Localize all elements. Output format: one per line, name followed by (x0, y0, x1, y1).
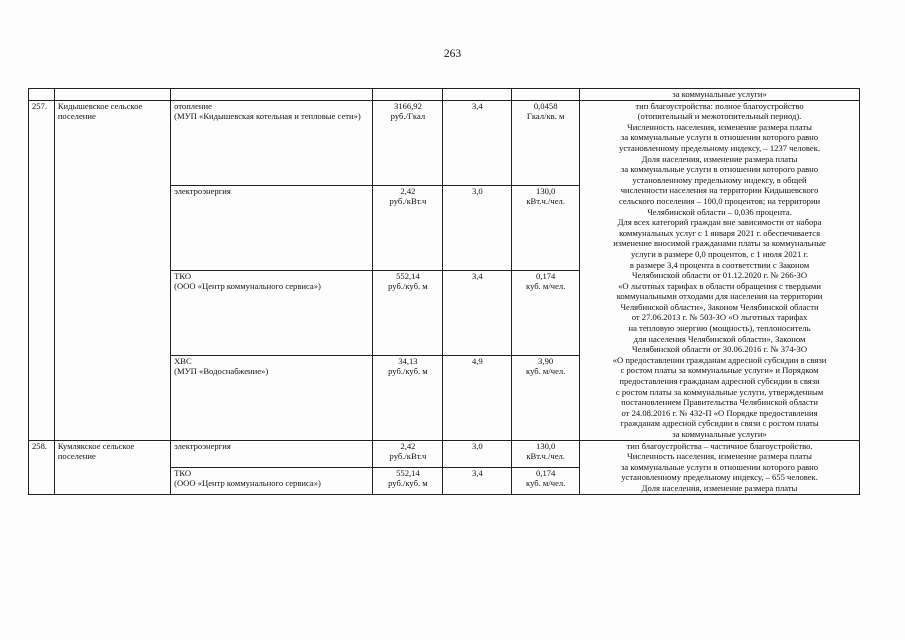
index-value: 3,4 (443, 270, 512, 355)
table-row (29, 100, 860, 185)
settlement-name: Кидышевское сельское поселение (54, 100, 170, 440)
service-name: ХВС (МУП «Водоснабжение») (171, 355, 373, 440)
note-line: за коммунальные услуги в отношении которого равно (620, 132, 819, 143)
page-number: 263 (443, 48, 462, 60)
note-line: Челябинской области от 01.12.2020 г. № 266-ЗО (632, 270, 808, 281)
note-line: Доля населения, изменение размера платы (641, 153, 798, 164)
note-line: от 24.08.2016 г. № 432-П «О Порядке предоставления (621, 407, 818, 418)
note-line: Доля населения, изменение размера платы (641, 482, 798, 493)
note-line: с ростом платы за коммунальные услуги» и Порядком (620, 365, 819, 376)
tariff-value: 2,42 руб./кВт.ч (373, 185, 443, 270)
service-name: отопление (МУП «Кидышевская котельная и тепловые сети») (171, 100, 373, 185)
tariff-value: 3166,92 руб./Гкал (373, 100, 443, 185)
note-line: Для всех категорий граждан вне зависимости от набора (617, 217, 822, 228)
tariff-value: 552,14 руб./куб. м (373, 467, 443, 494)
note-line: сельского поселения – 100,0 процентов; на территории (618, 195, 821, 206)
tariff-value: 552,14 руб./куб. м (373, 270, 443, 355)
note-line: от 27.06.2013 г. № 503-ЗО «О льготных тарифах (631, 312, 808, 323)
service-name: электроэнергия (171, 440, 373, 467)
note-line: на тепловую энергию (мощность), теплоноситель (628, 323, 811, 334)
note-line: изменение вносимой гражданами платы за коммунальные (613, 238, 826, 249)
tariff-value: 34,13 руб./куб. м (373, 355, 443, 440)
note-line: услуги в размере 0,0 процентов, с 1 июля 2021 г. (630, 248, 809, 259)
row-number: 257. (29, 100, 55, 440)
note-cell (580, 440, 860, 494)
volume-value: 0,174 куб. м/чел. (512, 467, 580, 494)
service-name: электроэнергия (171, 185, 373, 270)
note-line: за коммунальные услуги в отношении которого равно (620, 461, 819, 472)
settlement-name: Кумлякское сельское поселение (54, 440, 170, 494)
note-line: численности населения на территории Кидышевского (620, 185, 819, 196)
volume-value: 3,90 куб. м/чел. (512, 355, 580, 440)
volume-value: 130,0 кВт.ч./чел. (512, 185, 580, 270)
table-row (29, 440, 860, 467)
index-value: 3,4 (443, 100, 512, 185)
note-line: Челябинской области», Законом Челябинской области (620, 301, 819, 312)
continuation-row (29, 89, 860, 101)
note-line: Численность населения, изменение размера платы (627, 121, 812, 132)
note-line: установленному предельному индексу, – 1237 человек. (619, 142, 821, 153)
note-line: за коммунальные услуги в отношении которого равно (620, 164, 819, 175)
tariff-table (28, 88, 860, 495)
note-line: коммунальных услуг с 1 января 2021 г. обеспечивается (619, 227, 821, 238)
index-value: 3,4 (443, 467, 512, 494)
note-line: «О льготных тарифах в области обращения с твердыми (618, 280, 821, 291)
index-value: 3,0 (443, 440, 512, 467)
continuation-text: за коммунальные услуги» (580, 89, 860, 101)
service-name: ТКО (ООО «Центр коммунального сервиса») (171, 270, 373, 355)
row-number: 258. (29, 440, 55, 494)
note-line: «О предоставлении гражданам адресной субсидии в связи (612, 354, 827, 365)
note-line: Челябинской области от 30.06.2016 г. № 374-ЗО (632, 344, 808, 355)
note-cell (580, 100, 860, 440)
note-line: тип благоустройства: полное благоустройство (635, 100, 804, 111)
note-line: установленному предельному индексу, в общей (632, 174, 807, 185)
index-value: 4,9 (443, 355, 512, 440)
note-line: в размере 3,4 процента в соответствии с Законом (629, 259, 810, 270)
tariff-value: 2,42 руб./кВт.ч (373, 440, 443, 467)
note-line: за коммунальные услуги» (672, 429, 767, 439)
note-line: постановлением Правительства Челябинской области (621, 397, 818, 408)
note-line: Численность населения, изменение размера платы (627, 451, 812, 462)
note-line: для населения Челябинской области», Законом (633, 333, 806, 344)
note-line: с ростом платы за коммунальные услуги, утвержденным (615, 386, 824, 397)
volume-value: 0,0458 Гкал/кв. м (512, 100, 580, 185)
service-name: ТКО (ООО «Центр коммунального сервиса») (171, 467, 373, 494)
volume-value: 130,0 кВт.ч./чел. (512, 440, 580, 467)
note-line: предоставления гражданам адресной субсидии в связи (619, 376, 820, 387)
note-line: (отопительный и межотопительный период). (637, 111, 802, 122)
index-value: 3,0 (443, 185, 512, 270)
note-line: Челябинской области – 0,036 процента. (647, 206, 792, 217)
note-line: гражданам адресной субсидии в связи с ростом платы (620, 418, 819, 429)
volume-value: 0,174 куб. м/чел. (512, 270, 580, 355)
note-line: тип благоустройства – частичное благоустройство. (626, 440, 813, 451)
note-line: установленному предельному индексу, – 655 человек. (621, 472, 818, 483)
note-line: коммунальными отходами для населения на территории (616, 291, 823, 302)
